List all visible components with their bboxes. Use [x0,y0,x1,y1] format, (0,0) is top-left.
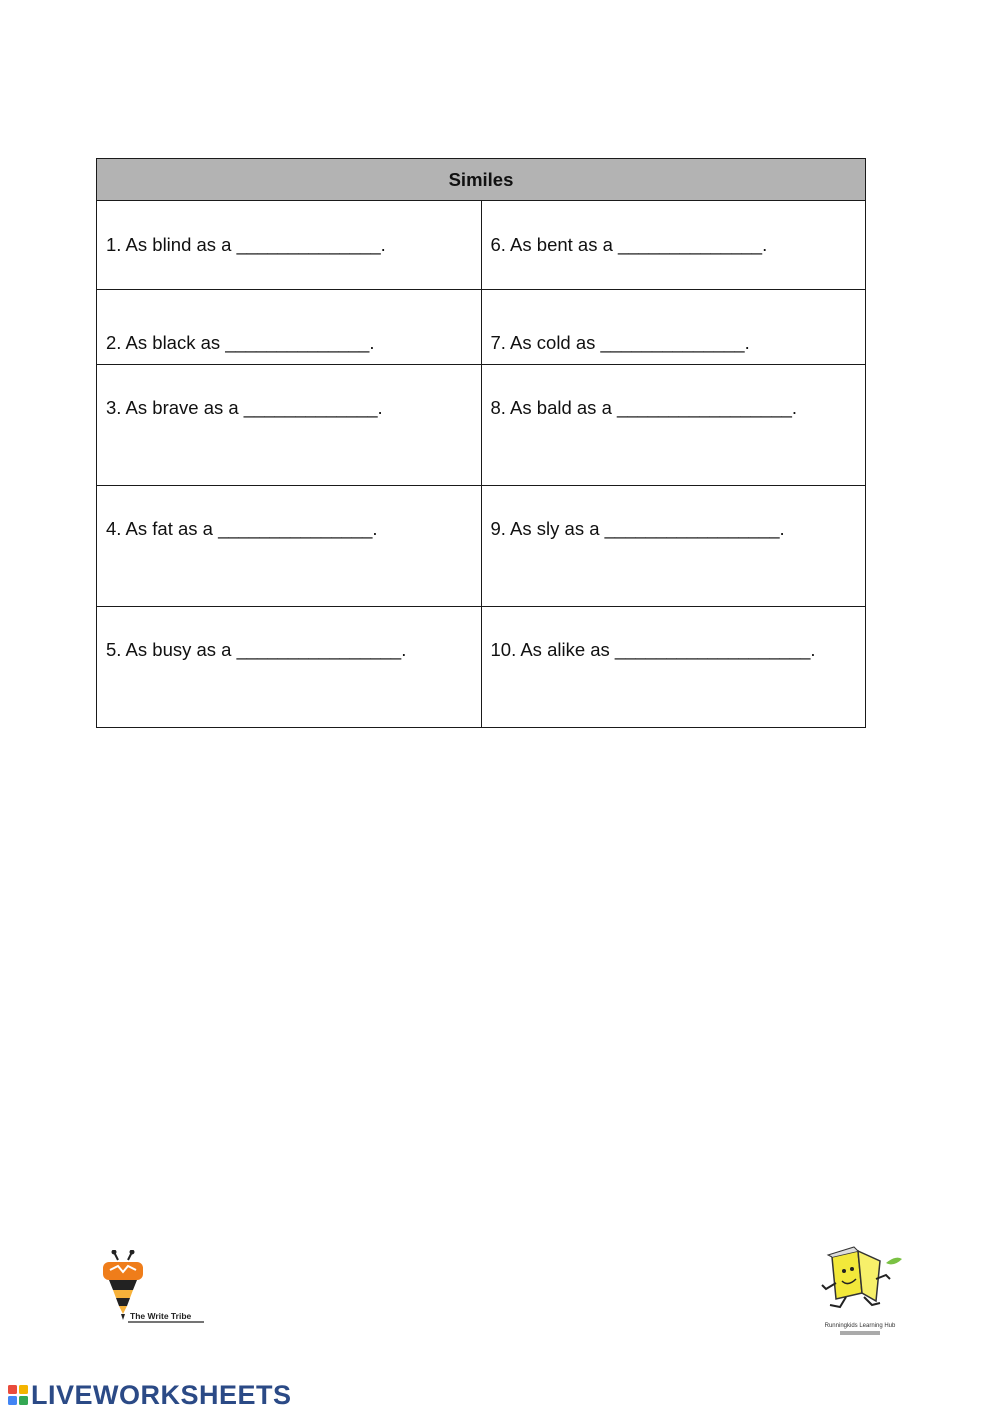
simile-6: 6. As bent as a ______________. [481,201,866,290]
simile-4: 4. As fat as a _______________. [97,486,482,607]
table-row [97,290,866,365]
simile-10: 10. As alike as ___________________. [481,607,866,728]
simile-9: 9. As sly as a _________________. [481,486,866,607]
similes-table [96,158,866,728]
simile-5: 5. As busy as a ________________. [97,607,482,728]
simile-3: 3. As brave as a _____________. [97,365,482,486]
simile-2: 2. As black as ______________. [97,290,482,365]
write-tribe-text: The Write Tribe [130,1311,192,1321]
table-row [97,365,866,486]
liveworksheets-text: LIVEWORKSHEETS [31,1379,292,1410]
liveworksheets-icon [8,1385,28,1405]
table-title: Similes [97,159,866,201]
table-row [97,607,866,728]
write-tribe-logo [100,1250,210,1328]
table-row [97,201,866,290]
runningkids-logo [810,1243,910,1343]
simile-8: 8. As bald as a _________________. [481,365,866,486]
liveworksheets-banner [8,1380,292,1410]
simile-7: 7. As cold as ______________. [481,290,866,365]
runningkids-text: Runningkids Learning Hub [824,1323,896,1329]
simile-1: 1. As blind as a ______________. [97,201,482,290]
table-row [97,486,866,607]
